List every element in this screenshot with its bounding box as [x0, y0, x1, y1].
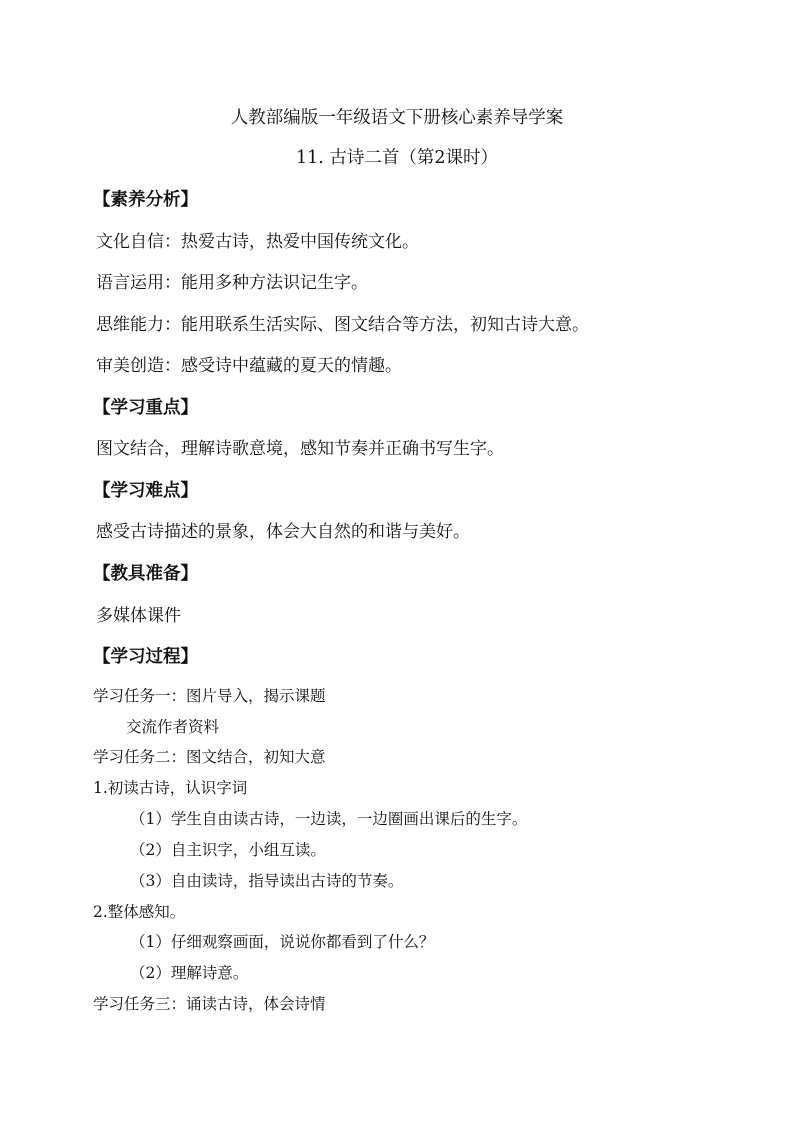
- process-step-1-item-3: （3）自由读诗，指导读出古诗的节奏。: [130, 872, 404, 890]
- section-heading-difficulty: 【学习难点】: [93, 481, 198, 501]
- process-task-one-sub: 交流作者资料: [126, 718, 220, 736]
- process-step-2-item-1: （1）仔细观察画面，说说你都看到了什么？: [130, 933, 435, 951]
- section-heading-process: 【学习过程】: [93, 647, 198, 667]
- process-step-1-item-2: （2）自主识字，小组互读。: [130, 841, 326, 859]
- process-step-1: 1.初读古诗，认识字词: [93, 779, 248, 797]
- section-heading-focus: 【学习重点】: [93, 398, 198, 418]
- focus-text: 图文结合，理解诗歌意境，感知节奏并正确书写生字。: [96, 439, 504, 459]
- process-task-one: 学习任务一：图片导入，揭示课题: [93, 687, 326, 705]
- literacy-item-aesthetic: 审美创造：感受诗中蕴藏的夏天的情趣。: [96, 356, 402, 376]
- materials-text: 多媒体课件: [96, 606, 181, 626]
- process-step-2-item-2: （2）理解诗意。: [130, 964, 249, 982]
- document-title: 人教部编版一年级语文下册核心素养导学案: [230, 108, 564, 128]
- process-task-three: 学习任务三：诵读古诗，体会诗情: [93, 995, 326, 1013]
- section-heading-literacy: 【素养分析】: [93, 190, 198, 210]
- process-step-2: 2.整体感知。: [93, 903, 186, 921]
- lesson-subtitle: 11. 古诗二首（第2课时）: [295, 148, 499, 168]
- process-task-two: 学习任务二：图文结合，初知大意: [93, 748, 326, 766]
- section-heading-materials: 【教具准备】: [93, 564, 198, 584]
- literacy-item-language: 语言运用：能用多种方法识记生字。: [96, 273, 368, 293]
- difficulty-text: 感受古诗描述的景象，体会大自然的和谐与美好。: [96, 522, 470, 542]
- literacy-item-culture: 文化自信：热爱古诗，热爱中国传统文化。: [96, 232, 419, 252]
- process-step-1-item-1: （1）学生自由读古诗，一边读，一边圈画出课后的生字。: [130, 810, 528, 828]
- literacy-item-thinking: 思维能力：能用联系生活实际、图文结合等方法，初知古诗大意。: [96, 315, 589, 335]
